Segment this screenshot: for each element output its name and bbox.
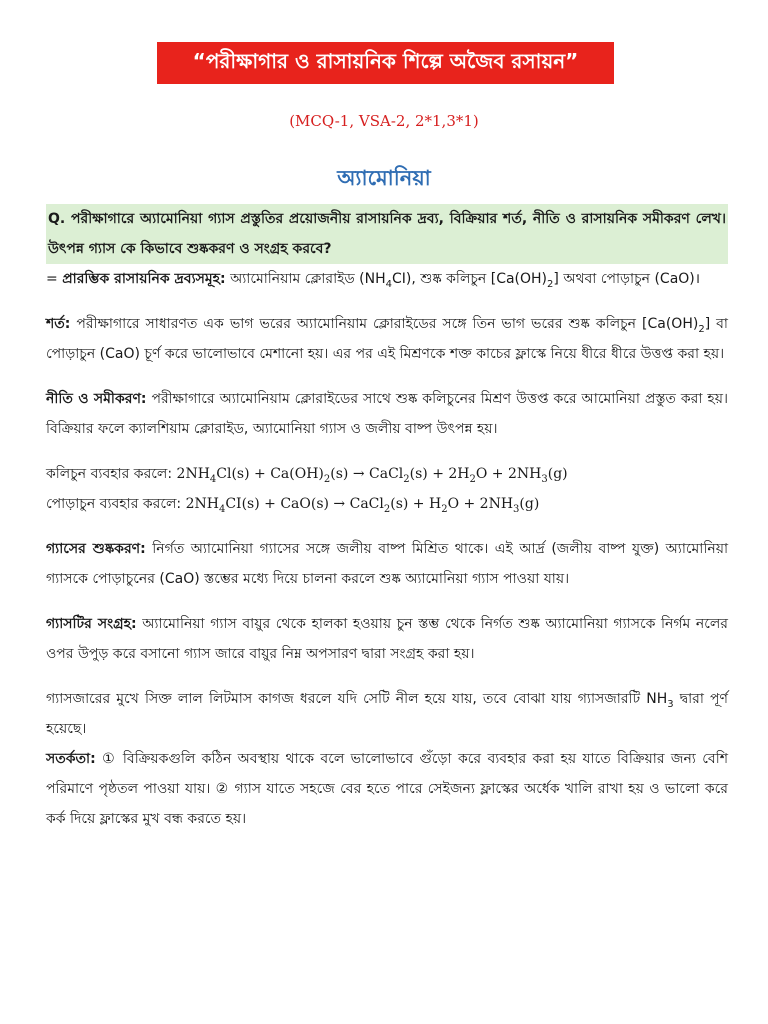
reagents-sub-1: 4 — [385, 278, 393, 290]
drying-text: নির্গত অ্যামোনিয়া গ্যাসের সঙ্গে জলীয় বাষ্প মিশ্রিত থাকে। এই আর্দ্র (জলীয় বাষ্প যুক্ত) অ্যামোনিয়া গ্যাসকে পোড়াচুনের (CaO) স্তম্ভের মধ্যে দিয়ে চালনা করলে শুষ্ক অ্যামোনিয়া গ্যাস পাওয়া যায়। — [46, 541, 729, 587]
equation-2-formula: $2NH_4CI(s) + CaO(s)$ → CaCl$_2$(s) + $H_2O + 2NH_3(g)$ — [185, 496, 540, 515]
condition-sub: 2 — [698, 323, 705, 335]
principle-text: পরীক্ষাগারে অ্যামোনিয়াম ক্লোরাইডের সাথে শুষ্ক কলিচুনের মিশ্রণ উত্তপ্ত করে আমোনিয়া প্রস্তুত করা হয়। বিক্রিয়ার ফলে ক্যালশিয়াম ক্লোরাইড, অ্যামোনিয়া গ্যাস ও জলীয় বাষ্প উৎপন্ন হয়। — [46, 391, 728, 437]
equation-quick-lime — [46, 489, 728, 519]
page-title: “পরীক্ষাগার ও রাসায়নিক শিল্পে অজৈব রসায়ন” — [157, 42, 614, 84]
condition-text-2: ] বা পোড়াচুন (CaO) চূর্ণ করে ভালোভাবে মেশানো হয়। এর পর এই মিশ্রণকে শক্ত কাচের ফ্লাস্কে নিয়ে ধীরে ধীরে উত্তপ্ত করা হয়। — [46, 316, 728, 362]
drying-paragraph — [46, 534, 728, 594]
caution-label: সতর্কতা: — [46, 751, 96, 767]
equation-1-label: কলিচুন ব্যবহার করলে: — [46, 466, 177, 482]
principle-label: নীতি ও সমীকরণ: — [46, 391, 147, 407]
topic-heading: অ্যামোনিয়া — [337, 166, 431, 190]
litmus-text-2: দ্বারা পূর্ণ হয়েছে। — [46, 691, 728, 737]
caution-paragraph — [46, 744, 728, 834]
reagents-label: প্রারম্ভিক রাসায়নিক দ্রব্যসমূহ: — [62, 271, 226, 287]
document-body — [46, 204, 728, 834]
condition-label: শর্ত: — [46, 316, 71, 332]
litmus-sub: 3 — [667, 698, 674, 710]
reagents-text-3: ] অথবা পোড়াচুন (CaO)। — [553, 271, 701, 287]
question-text: Q. পরীক্ষাগারে অ্যামোনিয়া গ্যাস প্রস্তুতির প্রয়োজনীয় রাসায়নিক দ্রব্য, বিক্রিয়ার শর্ত, নীতি ও রাসায়নিক সমীকরণ লেখ। উৎপন্ন গ্যাস কে কিভাবে শুষ্ককরণ ও সংগ্রহ করবে? — [46, 204, 728, 264]
marks-distribution: (MCQ-1, VSA-2, 2*1,3*1) — [289, 112, 479, 130]
reagents-prefix: = — [46, 271, 63, 287]
reagents-paragraph — [46, 264, 728, 294]
condition-text-1: পরীক্ষাগারে সাধারণত এক ভাগ ভরের অ্যামোনিয়াম ক্লোরাইডের সঙ্গে তিন ভাগ ভরের শুষ্ক কলিচুন [Ca(OH) — [70, 316, 699, 332]
drying-label: গ্যাসের শুষ্ককরণ: — [46, 541, 146, 557]
collection-label: গ্যাসটির সংগ্রহ: — [46, 616, 137, 632]
caution-text: ① বিক্রিয়কগুলি কঠিন অবস্থায় থাকে বলে ভালোভাবে গুঁড়ো করে ব্যবহার করা হয় যাতে বিক্রিয়ার জন্য বেশি পরিমাণে পৃষ্ঠতল পাওয়া যায়। ② গ্যাস যাতে সহজে বের হতে পারে সেইজন্য ফ্লাস্কের অর্ধেক খালি রাখা হয় ও ভালো করে কর্ক দিয়ে ফ্লাস্কের মুখ বন্ধ করতে হয়। — [46, 751, 728, 827]
equation-slaked-lime — [46, 459, 728, 489]
reagents-sub-2: 2 — [547, 278, 554, 290]
equation-2-label: পোড়াচুন ব্যবহার করলে: — [46, 496, 186, 512]
condition-paragraph — [46, 309, 728, 369]
litmus-text-1: গ্যাসজারের মুখে সিক্ত লাল লিটমাস কাগজ ধরলে যদি সেটি নীল হয়ে যায়, তবে বোঝা যায় গ্যাসজারটি NH — [46, 691, 668, 707]
litmus-paragraph — [46, 684, 728, 744]
collection-paragraph — [46, 609, 728, 669]
principle-paragraph — [46, 384, 728, 444]
collection-text: অ্যামোনিয়া গ্যাস বায়ুর থেকে হালকা হওয়ায় চুন স্তম্ভ থেকে নির্গত শুষ্ক অ্যামোনিয়া গ্যাসকে নির্গম নলের ওপর উপুড় করে বসানো গ্যাস জারে বায়ুর নিম্ন অপসারণ দ্বারা সংগ্রহ করা হয়। — [46, 616, 729, 662]
equation-1-formula: $2NH_4Cl(s) + Ca(OH)_2(s)$ → CaCl$_2$(s) + $2H_2O + 2NH_3(g)$ — [176, 466, 568, 485]
reagents-text-2: CI), শুষ্ক কলিচুন [Ca(OH) — [392, 271, 548, 287]
reagents-text-1: অ্যামোনিয়াম ক্লোরাইড (NH — [225, 271, 386, 287]
